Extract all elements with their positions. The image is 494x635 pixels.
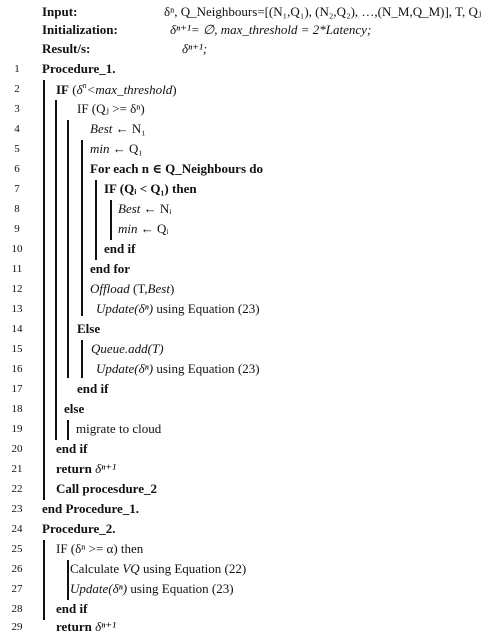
block-bar-if-threshold	[55, 100, 57, 440]
line-number: 27	[11, 583, 23, 595]
line-number: 25	[11, 543, 23, 555]
line-12	[90, 281, 174, 297]
line-25: IF (δⁿ >= α) then	[56, 541, 144, 556]
line-8	[118, 201, 171, 217]
equation-ref: using Equation (23)	[127, 581, 234, 596]
line-16	[96, 361, 260, 377]
line-22: Call procesdure_2	[56, 481, 157, 496]
line-6: For each n ∈ Q_Neighbours do	[90, 161, 263, 176]
offload-args-open: (T,	[129, 281, 148, 296]
result-label: Result/s:	[42, 41, 91, 56]
line-number: 3	[14, 103, 20, 115]
block-bar-else	[81, 340, 83, 378]
min-var: min	[90, 141, 110, 156]
line-number: 6	[14, 163, 20, 175]
block-bar-inner-if	[110, 200, 112, 240]
assign-ni: ← Nᵢ	[143, 201, 172, 216]
calculate-text: Calculate	[70, 561, 120, 576]
block-bar-then	[81, 140, 83, 316]
line-number: 1	[14, 63, 20, 75]
equation-ref: using Equation (22)	[139, 561, 247, 576]
block-bar-if-queue	[67, 120, 69, 378]
line-21	[56, 461, 116, 477]
block-bar-procedure-1	[43, 80, 45, 500]
line-number: 28	[11, 603, 23, 615]
line-number: 15	[11, 343, 23, 355]
line-29	[56, 619, 116, 635]
return-keyword: return	[56, 461, 92, 476]
block-bar-for	[95, 180, 97, 260]
line-7: IF (Qᵢ < Q₁) then	[104, 181, 197, 196]
line-number: 13	[11, 303, 23, 315]
line-number: 21	[11, 463, 23, 475]
line-4	[90, 121, 146, 137]
line-26	[70, 561, 246, 577]
line-18: else	[64, 401, 85, 416]
line-14: Else	[77, 321, 101, 336]
line-24: Procedure_2.	[42, 521, 116, 536]
line-number: 9	[14, 223, 20, 235]
assign-qi: ← Qᵢ	[140, 221, 169, 236]
block-bar-else-cloud	[67, 420, 69, 440]
line-number: 20	[11, 443, 23, 455]
best-var: Best	[90, 121, 113, 136]
offload-call: Offload	[90, 281, 130, 296]
line-number: 5	[14, 143, 20, 155]
return-value: δⁿ⁺¹	[95, 619, 117, 634]
initialization-label: Initialization:	[42, 22, 118, 37]
line-19: migrate to cloud	[76, 421, 162, 436]
vq-var: VQ	[122, 561, 140, 576]
line-number: 22	[11, 483, 23, 495]
line-27	[70, 581, 234, 597]
return-keyword: return	[56, 619, 92, 634]
line-number: 19	[11, 423, 23, 435]
line-9	[118, 221, 169, 237]
line-17: end if	[77, 381, 109, 396]
line-13	[96, 301, 260, 317]
line-number: 2	[14, 83, 20, 95]
initialization-value: δⁿ⁺¹= ∅, max_threshold = 2*Latency;	[170, 22, 372, 37]
line-3: IF (Qⱼ >= δⁿ)	[77, 101, 145, 116]
line-number: 11	[11, 263, 23, 275]
line-1: Procedure_1.	[42, 61, 116, 76]
block-bar-procedure-2	[43, 540, 45, 620]
line-number: 7	[14, 183, 20, 195]
assign-q1: ← Q₁	[112, 141, 143, 156]
update-call: Update(δⁿ)	[96, 361, 154, 376]
line-20: end if	[56, 441, 88, 456]
line-number: 24	[11, 523, 23, 535]
best-arg: Best	[147, 281, 170, 296]
line-5	[90, 141, 143, 157]
line-10: end if	[104, 241, 136, 256]
equation-ref: using Equation (23)	[153, 301, 260, 316]
min-var: min	[118, 221, 138, 236]
line-number: 14	[11, 323, 23, 335]
input-value: δⁿ, Q_Neighbours=[(N₁,Q₁), (N₂,Q₂), …,(N_M,Q_M)], T, Qⱼ	[164, 4, 482, 19]
line-number: 16	[11, 363, 23, 375]
line-23: end Procedure_1.	[42, 501, 140, 516]
line-2: IF $(\delta^n<\max\_threshold)$	[56, 81, 177, 97]
line-number: 8	[14, 203, 20, 215]
update-call: Update(δⁿ)	[70, 581, 128, 596]
line-15: Queue.add(T)	[91, 341, 164, 356]
line-number: 23	[11, 503, 23, 515]
line-number: 10	[11, 243, 23, 255]
line-number: 26	[11, 563, 23, 575]
line-number: 4	[14, 123, 20, 135]
equation-ref: using Equation (23)	[153, 361, 260, 376]
line-number: 12	[11, 283, 23, 295]
line-28: end if	[56, 601, 88, 616]
best-var: Best	[118, 201, 141, 216]
line-11: end for	[90, 261, 131, 276]
return-value: δⁿ⁺¹	[95, 461, 117, 476]
assign-n1: ← N₁	[115, 121, 146, 136]
block-bar-if-alpha	[67, 560, 69, 600]
line-number: 17	[11, 383, 23, 395]
line-number: 18	[11, 403, 23, 415]
update-call: Update(δⁿ)	[96, 301, 154, 316]
input-label: Input:	[42, 4, 78, 19]
offload-args-close: )	[169, 281, 175, 296]
result-value: δⁿ⁺¹;	[182, 41, 208, 56]
line-number: 29	[11, 621, 23, 633]
